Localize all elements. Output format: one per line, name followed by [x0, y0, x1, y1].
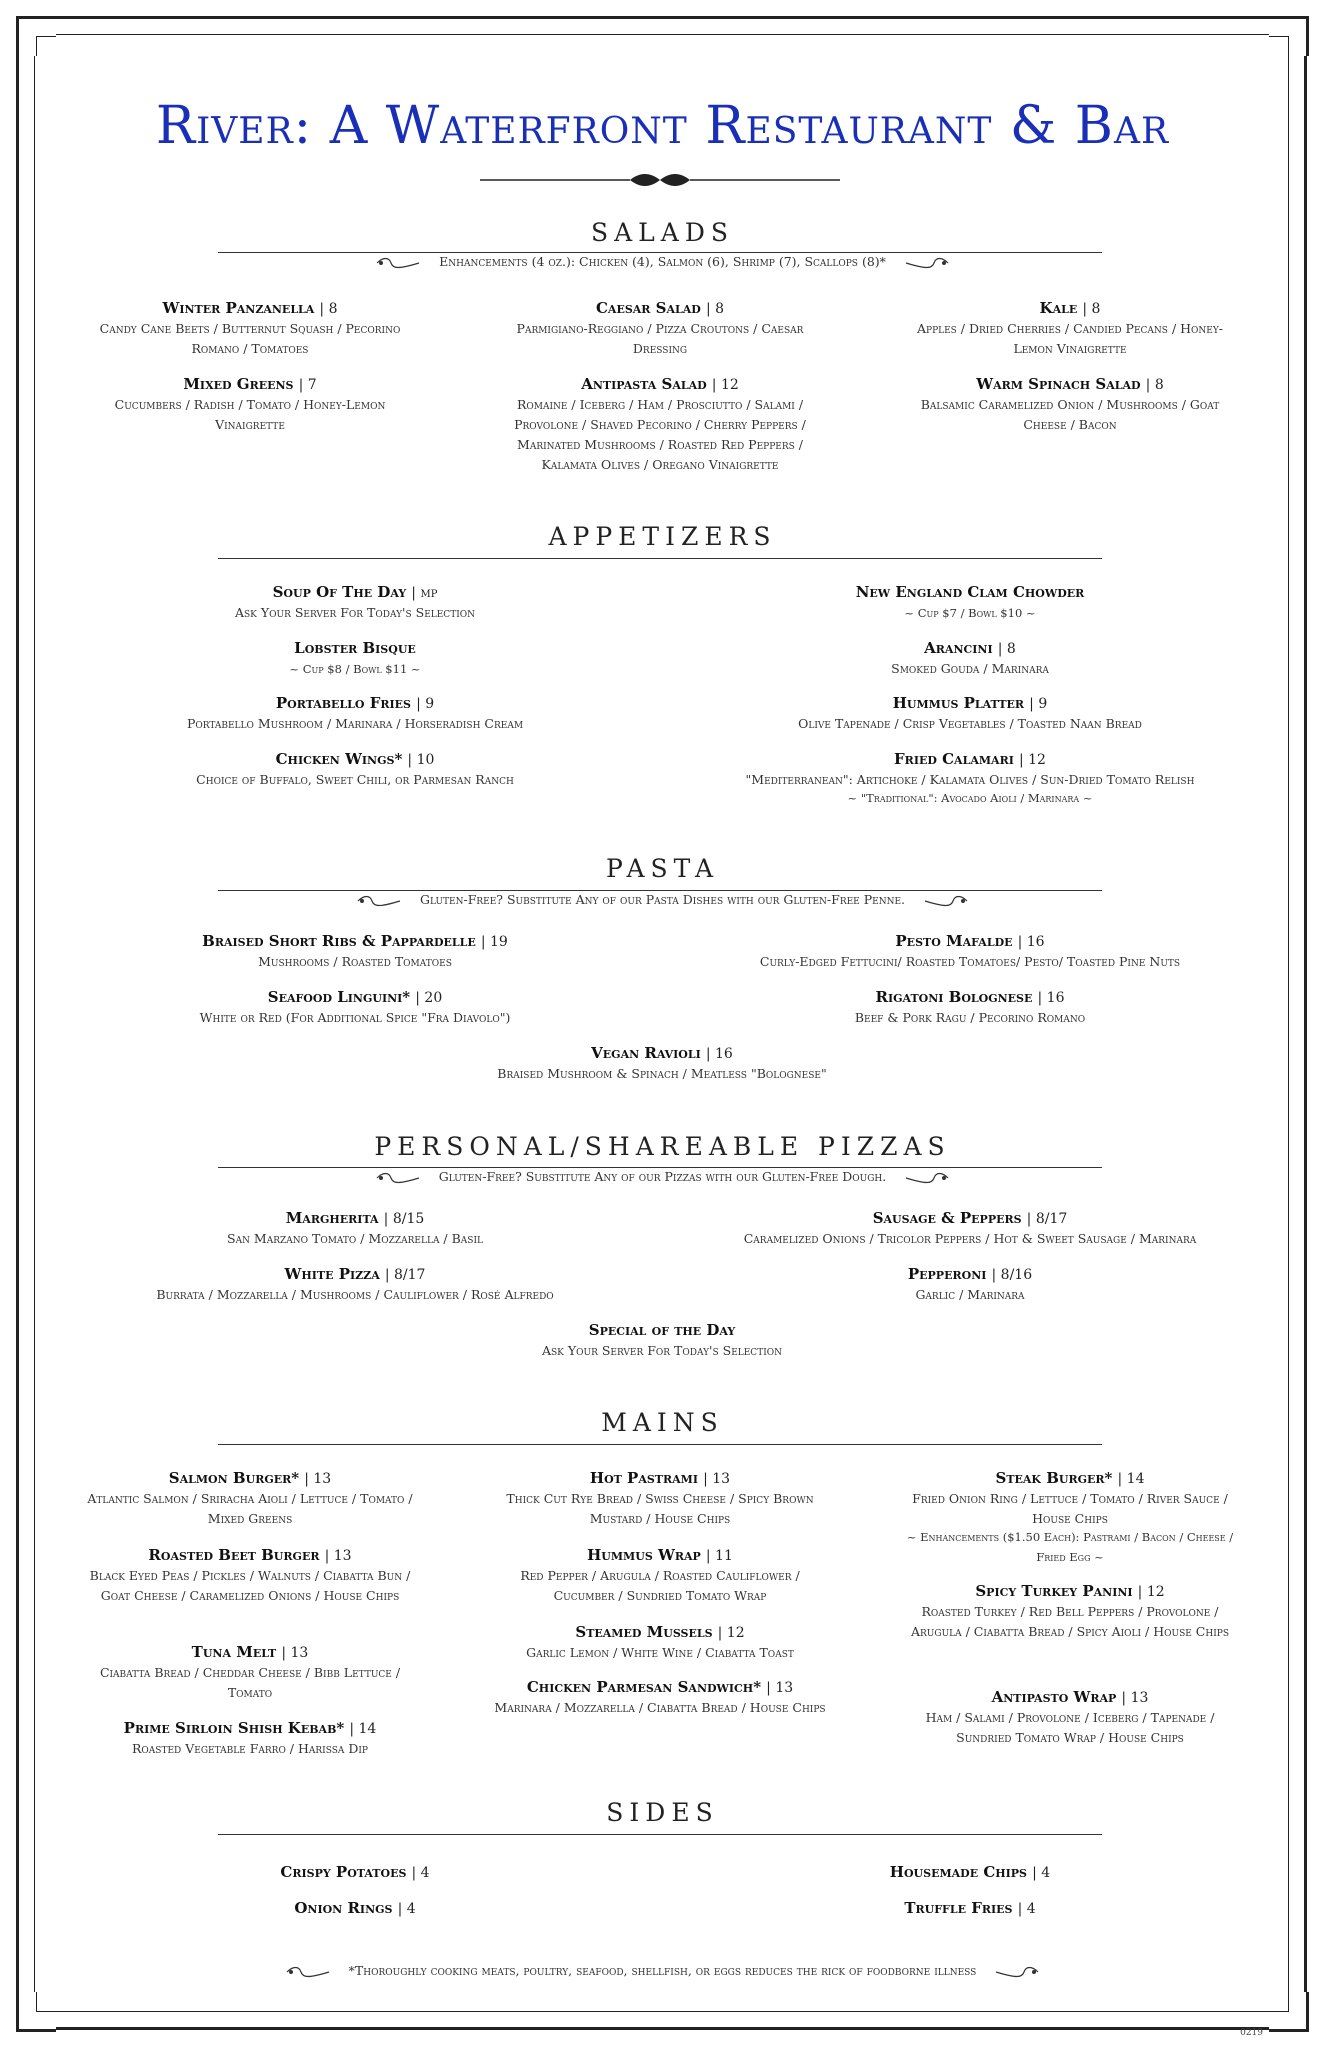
item-name: Hot Pastrami	[589, 1469, 698, 1487]
item-description: Thick Cut Rye Bread / Swiss Cheese / Spicy Brown Mustard / House Chips	[506, 1491, 814, 1526]
item-price: 4	[1041, 1865, 1051, 1881]
menu-item: Soup Of The Day | mp Ask Your Server For Today's Selection	[130, 582, 580, 623]
footer-note-text: *Thoroughly cooking meats, poultry, seafood, shellfish, or eggs reduces the rick of foodborne illness	[348, 1963, 977, 1978]
menu-item: Fried Calamari | 12 "Mediterranean": Artichoke / Kalamata Olives / Sun-Dried Tomato Relish ~ "Traditional": Avocado Aioli / Marinara ~	[695, 749, 1245, 808]
item-name: Pesto Mafalde	[895, 932, 1013, 950]
item-price: 16	[1026, 934, 1045, 950]
menu-item: Braised Short Ribs & Pappardelle | 19 Mushrooms / Roasted Tomatoes	[130, 931, 580, 972]
item-name: Winter Panzanella	[162, 299, 315, 317]
item-name: Tuna Melt	[191, 1643, 277, 1661]
item-description: Black Eyed Peas / Pickles / Walnuts / Ciabatta Bun / Goat Cheese / Caramelized Onions / House Chips	[89, 1568, 411, 1603]
item-price: 11	[715, 1548, 733, 1564]
flourish-icon	[923, 895, 969, 907]
corner-ornament	[1269, 1992, 1289, 2012]
item-price: 12	[1146, 1584, 1165, 1600]
section-title-pasta: PASTA	[605, 854, 720, 883]
item-price: 13	[290, 1645, 309, 1661]
section-title-mains: MAINS	[601, 1408, 724, 1437]
item-description: Garlic / Marinara	[915, 1287, 1025, 1302]
section-title-pizzas: PERSONAL/SHAREABLE PIZZAS	[374, 1132, 951, 1161]
menu-item: Antipasta Salad | 12 Romaine / Iceberg / Ham / Prosciutto / Salami / Provolone / Shaved Pecorino / Cherry Peppers / Marinated Mushrooms / Roasted Red Peppers / Kalamata Olives / Oregano Vinaigrette	[490, 374, 830, 475]
item-price: 10	[416, 752, 435, 768]
item-price: mp	[420, 585, 438, 601]
item-name: Salmon Burger*	[168, 1469, 300, 1487]
item-price: 8	[328, 301, 338, 317]
section-title-salads: SALADS	[590, 218, 734, 247]
item-description: Candy Cane Beets / Butternut Squash / Pecorino Romano / Tomatoes	[99, 321, 401, 356]
menu-item: Chicken Parmesan Sandwich* | 13 Marinara / Mozzarella / Ciabatta Bread / House Chips	[490, 1677, 830, 1718]
item-price: 12	[726, 1625, 745, 1641]
item-description: Curly-Edged Fettucini/ Roasted Tomatoes/ Pesto/ Toasted Pine Nuts	[759, 954, 1181, 969]
item-price: 8/15	[392, 1211, 425, 1227]
pizzas-gluten-free-note	[0, 1169, 1325, 1184]
item-description: Ciabatta Bread / Cheddar Cheese / Bibb Lettuce / Tomato	[99, 1665, 401, 1700]
menu-item: Kale | 8 Apples / Dried Cherries / Candied Pecans / Honey-Lemon Vinaigrette	[900, 298, 1240, 359]
menu-item: Pesto Mafalde | 16 Curly-Edged Fettucini/ Roasted Tomatoes/ Pesto/ Toasted Pine Nuts	[695, 931, 1245, 972]
item-price: 7	[307, 377, 317, 393]
item-description: Smoked Gouda / Marinara	[891, 661, 1049, 676]
item-name: Margherita	[285, 1209, 379, 1227]
item-price: 19	[490, 934, 508, 950]
item-price: 13	[1130, 1690, 1149, 1706]
menu-item: Antipasto Wrap | 13 Ham / Salami / Provolone / Iceberg / Tapenade / Sundried Tomato Wrap / House Chips	[900, 1687, 1240, 1748]
menu-item: Vegan Ravioli | 16 Braised Mushroom & Spinach / Meatless "Bolognese"	[412, 1043, 912, 1084]
item-name: Vegan Ravioli	[591, 1044, 701, 1062]
item-price: 8	[1006, 641, 1016, 657]
item-name: New England Clam Chowder	[855, 583, 1085, 601]
item-price: 13	[775, 1680, 794, 1696]
menu-item: Winter Panzanella | 8 Candy Cane Beets / Butternut Squash / Pecorino Romano / Tomatoes	[80, 298, 420, 359]
menu-item: Mixed Greens | 7 Cucumbers / Radish / Tomato / Honey-Lemon Vinaigrette	[80, 374, 420, 435]
item-description-extra: ~ Enhancements ($1.50 Each): Pastrami / Bacon / Cheese / Fried Egg ~	[906, 1530, 1234, 1564]
item-description: Burrata / Mozzarella / Mushrooms / Cauliflower / Rosé Alfredo	[156, 1287, 554, 1302]
item-description: Roasted Vegetable Farro / Harissa Dip	[132, 1741, 368, 1756]
item-price: 12	[1028, 752, 1046, 768]
item-name: Caesar Salad	[595, 299, 701, 317]
menu-item: Roasted Beet Burger | 13 Black Eyed Peas / Pickles / Walnuts / Ciabatta Bun / Goat Cheese / Caramelized Onions / House Chips	[80, 1545, 420, 1606]
menu-item: Crispy Potatoes | 4	[280, 1863, 430, 1881]
section-divider	[218, 252, 1102, 253]
flourish-icon	[375, 1172, 421, 1184]
pasta-gluten-free-note	[0, 892, 1325, 907]
item-name: Antipasta Salad	[581, 375, 707, 393]
item-description: Apples / Dried Cherries / Candied Pecans / Honey-Lemon Vinaigrette	[916, 321, 1224, 356]
item-name: Chicken Wings*	[275, 750, 403, 768]
item-price: 13	[712, 1471, 731, 1487]
flourish-icon	[904, 1172, 950, 1184]
corner-ornament	[1269, 36, 1289, 56]
item-name: Prime Sirloin Shish Kebab*	[123, 1719, 345, 1737]
menu-item: Onion Rings | 4	[294, 1899, 416, 1917]
item-price: 8/17	[394, 1267, 426, 1283]
item-name: Chicken Parmesan Sandwich*	[526, 1678, 762, 1696]
menu-item: Chicken Wings* | 10 Choice of Buffalo, Sweet Chili, or Parmesan Ranch	[130, 749, 580, 790]
item-price: 8/16	[1000, 1267, 1033, 1283]
item-name: White Pizza	[284, 1265, 380, 1283]
item-name: Roasted Beet Burger	[148, 1546, 320, 1564]
item-description: Romaine / Iceberg / Ham / Prosciutto / Salami / Provolone / Shaved Pecorino / Cherry Peppers / Marinated Mushrooms / Roasted Red Peppers / Kalamata Olives / Oregano Vinaigrette	[514, 397, 806, 472]
menu-item: Prime Sirloin Shish Kebab* | 14 Roasted Vegetable Farro / Harissa Dip	[80, 1718, 420, 1759]
item-description: ~ Cup $7 / Bowl $10 ~	[904, 606, 1036, 620]
menu-item: Seafood Linguini* | 20 White or Red (For Additional Spice "Fra Diavolo")	[130, 987, 580, 1028]
item-description: Fried Onion Ring / Lettuce / Tomato / River Sauce / House Chips	[912, 1491, 1228, 1526]
section-divider	[218, 1444, 1102, 1445]
item-name: Antipasto Wrap	[991, 1688, 1117, 1706]
flourish-icon	[375, 257, 421, 269]
item-price: 4	[1026, 1901, 1036, 1917]
item-description: Portabello Mushroom / Marinara / Horseradish Cream	[186, 716, 524, 731]
flourish-icon	[904, 257, 950, 269]
item-name: Braised Short Ribs & Pappardelle	[202, 932, 476, 950]
menu-item: Salmon Burger* | 13 Atlantic Salmon / Sriracha Aioli / Lettuce / Tomato / Mixed Greens	[80, 1468, 420, 1529]
item-price: 13	[333, 1548, 352, 1564]
section-divider	[218, 890, 1102, 891]
title-flourish	[480, 172, 840, 188]
restaurant-title: River: A Waterfront Restaurant & Bar	[155, 96, 1170, 156]
item-price: 9	[1038, 696, 1048, 712]
item-description: ~ Cup $8 / Bowl $11 ~	[289, 662, 421, 676]
item-name: Steak Burger*	[995, 1469, 1113, 1487]
item-name: Pepperoni	[907, 1265, 987, 1283]
item-price: 8	[1091, 301, 1101, 317]
menu-item: Steamed Mussels | 12 Garlic Lemon / White Wine / Ciabatta Toast	[490, 1622, 830, 1663]
item-name: Special of the Day	[588, 1321, 736, 1339]
menu-item: Sausage & Peppers | 8/17 Caramelized Onions / Tricolor Peppers / Hot & Sweet Sausage / Marinara	[695, 1208, 1245, 1249]
item-description: Caramelized Onions / Tricolor Peppers / Hot & Sweet Sausage / Marinara	[743, 1231, 1197, 1246]
item-price: 4	[406, 1901, 416, 1917]
item-price: 13	[313, 1471, 332, 1487]
item-description: "Mediterranean": Artichoke / Kalamata Olives / Sun-Dried Tomato Relish	[745, 772, 1195, 787]
item-name: Onion Rings	[294, 1899, 393, 1917]
menu-item	[130, 638, 580, 679]
item-description: Ask Your Server For Today's Selection	[541, 1343, 783, 1358]
item-name: Hummus Wrap	[587, 1546, 701, 1564]
flourish-icon	[994, 1966, 1040, 1978]
item-description: Balsamic Caramelized Onion / Mushrooms / Goat Cheese / Bacon	[920, 397, 1220, 432]
item-name: Hummus Platter	[892, 694, 1025, 712]
menu-item: Hummus Wrap | 11 Red Pepper / Arugula / Roasted Cauliflower / Cucumber / Sundried Tomato Wrap	[490, 1545, 830, 1606]
item-name: Lobster Bisque	[294, 639, 416, 657]
salads-enhancements-note	[0, 254, 1325, 269]
item-name: Seafood Linguini*	[267, 988, 411, 1006]
section-divider	[218, 1834, 1102, 1835]
menu-item: White Pizza | 8/17 Burrata / Mozzarella / Mushrooms / Cauliflower / Rosé Alfredo	[110, 1264, 600, 1305]
section-title-sides: SIDES	[606, 1798, 719, 1827]
menu-item: Hummus Platter | 9 Olive Tapenade / Crisp Vegetables / Toasted Naan Bread	[715, 693, 1225, 734]
section-title-appetizers: APPETIZERS	[548, 522, 777, 551]
item-description: Choice of Buffalo, Sweet Chili, or Parmesan Ranch	[196, 772, 514, 787]
item-description: Ham / Salami / Provolone / Iceberg / Tapenade / Sundried Tomato Wrap / House Chips	[925, 1710, 1215, 1745]
item-price: 8	[715, 301, 725, 317]
food-safety-note	[0, 1963, 1325, 1978]
item-description: Cucumbers / Radish / Tomato / Honey-Lemon Vinaigrette	[114, 397, 386, 432]
menu-item: Truffle Fries | 4	[904, 1899, 1036, 1917]
item-price: 12	[720, 377, 739, 393]
menu-item: Tuna Melt | 13 Ciabatta Bread / Cheddar Cheese / Bibb Lettuce / Tomato	[80, 1642, 420, 1703]
item-description: San Marzano Tomato / Mozzarella / Basil	[227, 1231, 483, 1246]
item-description-extra: ~ "Traditional": Avocado Aioli / Marinara ~	[847, 791, 1093, 805]
item-name: Rigatoni Bolognese	[875, 988, 1033, 1006]
item-description: Beef & Pork Ragu / Pecorino Romano	[854, 1010, 1086, 1025]
item-description: Red Pepper / Arugula / Roasted Cauliflower / Cucumber / Sundried Tomato Wrap	[520, 1568, 800, 1603]
item-name: Sausage & Peppers	[872, 1209, 1022, 1227]
item-name: Housemade Chips	[889, 1863, 1028, 1881]
item-price: 16	[1046, 990, 1065, 1006]
flourish-icon	[356, 895, 402, 907]
item-description: Roasted Turkey / Red Bell Peppers / Provolone / Arugula / Ciabatta Bread / Spicy Aioli / House Chips	[911, 1604, 1229, 1639]
item-name: Spicy Turkey Panini	[975, 1582, 1133, 1600]
item-price: 16	[715, 1046, 733, 1062]
menu-item	[412, 1320, 912, 1361]
note-text: Gluten-Free? Substitute Any of our Pizzas with our Gluten-Free Dough.	[438, 1169, 887, 1184]
menu-item: Hot Pastrami | 13 Thick Cut Rye Bread / Swiss Cheese / Spicy Brown Mustard / House Chips	[490, 1468, 830, 1529]
section-divider	[218, 558, 1102, 559]
item-name: Soup Of The Day	[272, 583, 407, 601]
item-name: Steamed Mussels	[575, 1623, 713, 1641]
item-name: Warm Spinach Salad	[976, 375, 1141, 393]
item-name: Kale	[1039, 299, 1078, 317]
item-name: Portabello Fries	[275, 694, 411, 712]
corner-ornament	[36, 36, 56, 56]
item-name: Crispy Potatoes	[280, 1863, 407, 1881]
item-description: Marinara / Mozzarella / Ciabatta Bread / House Chips	[494, 1700, 826, 1715]
menu-item: Warm Spinach Salad | 8 Balsamic Caramelized Onion / Mushrooms / Goat Cheese / Bacon	[900, 374, 1240, 435]
item-price: 4	[420, 1865, 430, 1881]
item-price: 8	[1154, 377, 1164, 393]
item-description: Mushrooms / Roasted Tomatoes	[258, 954, 452, 969]
item-name: Arancini	[924, 639, 993, 657]
section-divider	[218, 1167, 1102, 1168]
flourish-icon	[285, 1966, 331, 1978]
item-description: Parmigiano-Reggiano / Pizza Croutons / Caesar Dressing	[516, 321, 804, 356]
note-text: Enhancements (4 oz.): Chicken (4), Salmon (6), Shrimp (7), Scallops (8)*	[439, 254, 886, 269]
menu-item: Housemade Chips | 4	[889, 1863, 1051, 1881]
item-price: 8/17	[1035, 1211, 1068, 1227]
item-description: Atlantic Salmon / Sriracha Aioli / Lettuce / Tomato / Mixed Greens	[87, 1491, 413, 1526]
corner-ornament	[36, 1992, 56, 2012]
menu-item: Rigatoni Bolognese | 16 Beef & Pork Ragu / Pecorino Romano	[715, 987, 1225, 1028]
note-text: Gluten-Free? Substitute Any of our Pasta Dishes with our Gluten-Free Penne.	[419, 892, 905, 907]
item-price: 14	[1126, 1471, 1145, 1487]
menu-item: Caesar Salad | 8 Parmigiano-Reggiano / Pizza Croutons / Caesar Dressing	[490, 298, 830, 359]
item-description: Garlic Lemon / White Wine / Ciabatta Toast	[526, 1645, 794, 1660]
menu-version-code: 0219	[1240, 2028, 1263, 2038]
item-price: 20	[424, 990, 443, 1006]
item-description: Braised Mushroom & Spinach / Meatless "Bolognese"	[497, 1066, 827, 1081]
item-description: Ask Your Server For Today's Selection	[234, 605, 476, 620]
menu-item: Steak Burger* | 14 Fried Onion Ring / Lettuce / Tomato / River Sauce / House Chips ~ Enhancements ($1.50 Each): Pastrami / Bacon / Cheese / Fried Egg ~	[900, 1468, 1240, 1567]
menu-item: Margherita | 8/15 San Marzano Tomato / Mozzarella / Basil	[130, 1208, 580, 1249]
item-name: Mixed Greens	[183, 375, 294, 393]
item-description: White or Red (For Additional Spice "Fra Diavolo")	[199, 1010, 511, 1025]
menu-item: Portabello Fries | 9 Portabello Mushroom / Marinara / Horseradish Cream	[130, 693, 580, 734]
item-description: Olive Tapenade / Crisp Vegetables / Toasted Naan Bread	[798, 716, 1142, 731]
menu-item	[715, 582, 1225, 623]
menu-item: Arancini | 8 Smoked Gouda / Marinara	[715, 638, 1225, 679]
item-price: 9	[425, 696, 435, 712]
menu-item: Pepperoni | 8/16 Garlic / Marinara	[715, 1264, 1225, 1305]
item-name: Fried Calamari	[894, 750, 1014, 768]
item-name: Truffle Fries	[904, 1899, 1013, 1917]
item-price: 14	[358, 1721, 377, 1737]
menu-item: Spicy Turkey Panini | 12 Roasted Turkey / Red Bell Peppers / Provolone / Arugula / Ciabatta Bread / Spicy Aioli / House Chips	[900, 1581, 1240, 1642]
